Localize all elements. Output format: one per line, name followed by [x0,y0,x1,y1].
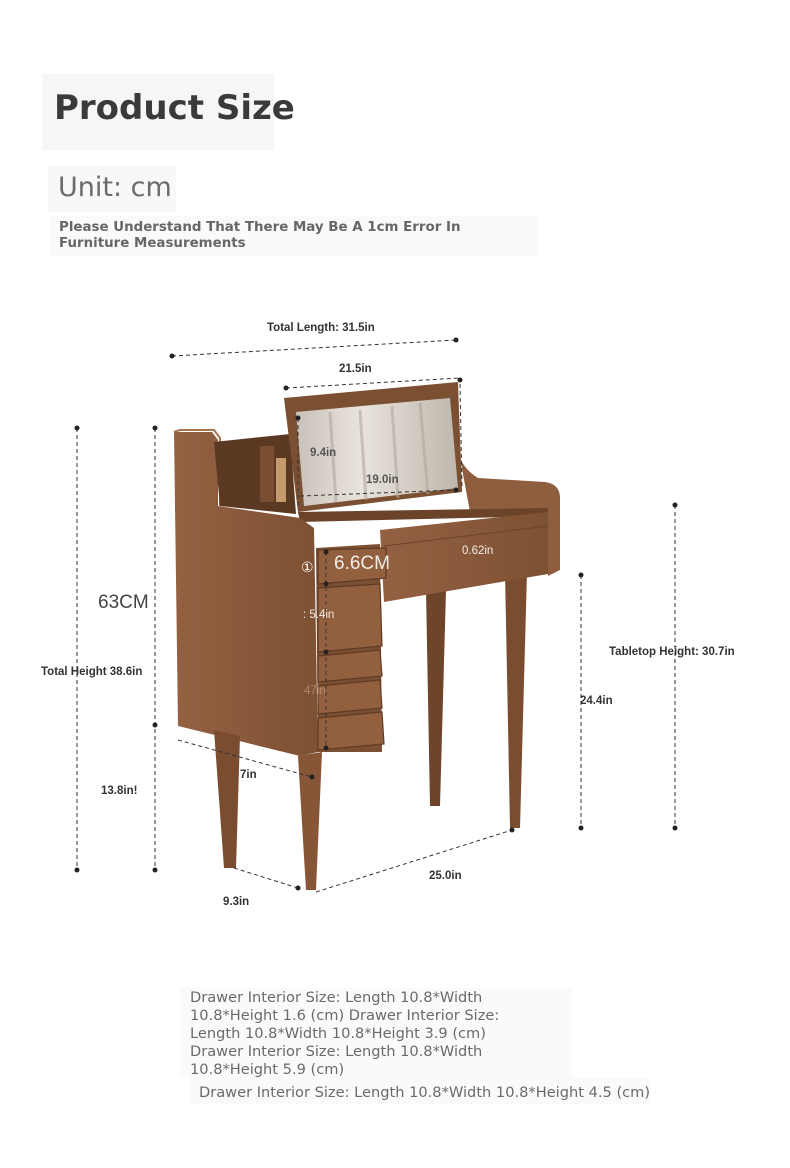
back-leg-middle [426,590,446,806]
leg-height-left-label: 13.8in! [101,785,138,797]
storage-cubby [214,434,296,514]
side-height-cm-label: 63CM [98,592,149,613]
depth-label: 9.3in [223,896,250,908]
total-length-label: Total Length: 31.5in [267,322,375,334]
measurement-note: Please Understand That There May Be A 1cm Error In Furniture Measurements [59,220,461,251]
mirror-width-label: 21.5in [339,363,372,375]
back-leg-right [505,572,527,828]
drawer-spacing-label: : 5.4in [303,609,335,621]
drawer-spec-text: Drawer Interior Size: Length 10.8*Width 10.8*Height 1.6 (cm) Drawer Interior Size: Length 10.8*Width 10.8*Height 3.9 (cm) Drawer Interior Size: Length 10.8*Width 10.8*Height 5.9 (cm) [190,989,500,1078]
front-apron-label: 0.62in [462,545,494,557]
front-leg-right [298,752,322,890]
mirror-height-label: 9.4in [310,447,337,459]
front-leg-left [214,730,240,868]
width-label: 25.0in [429,870,462,882]
drawer-lower-label: 47in [304,685,326,697]
mirror-inner-width-label: 19.0in [366,474,399,486]
depth-small-label: 7in [240,769,257,781]
drawer-marker: ① [301,559,314,575]
page-title: Product Size [54,88,295,128]
unit-label: Unit: cm [58,172,172,203]
drawer-spec-text-last: Drawer Interior Size: Length 10.8*Width 10.8*Height 4.5 (cm) [199,1084,651,1101]
total-height-label: Total Height 38.6in [41,666,143,678]
leg-height-right-label: 24.4in [580,695,613,707]
tabletop-height-label: Tabletop Height: 30.7in [609,646,735,658]
drawer-height-cm-label: 6.6CM [334,553,390,574]
